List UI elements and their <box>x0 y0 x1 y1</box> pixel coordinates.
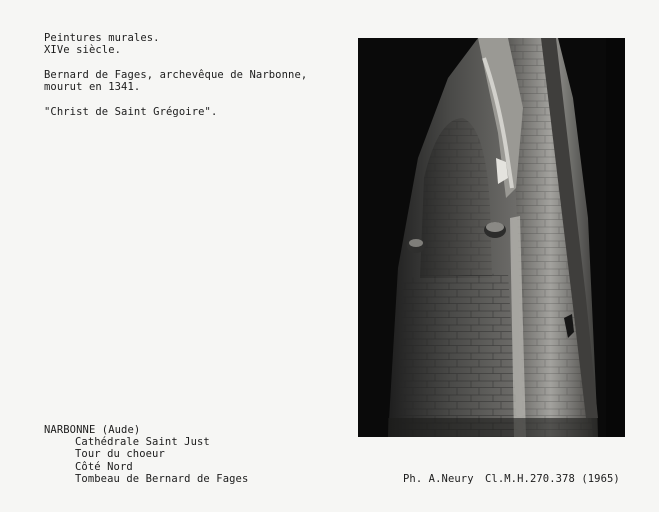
photograph <box>358 38 625 437</box>
caption-line-work: "Christ de Saint Grégoire". <box>44 106 218 118</box>
location-side: Côté Nord <box>75 461 133 473</box>
caption-line-person: Bernard de Fages, archevêque de Narbonne, <box>44 69 308 81</box>
tomb-pier-photo-image <box>358 38 625 437</box>
caption-line-death: mourut en 1341. <box>44 81 141 93</box>
photo-reference: Cl.M.H.270.378 (1965) <box>485 473 620 485</box>
location-building: Cathédrale Saint Just <box>75 436 210 448</box>
caption-line-century: XIVe siècle. <box>44 44 122 56</box>
location-city: NARBONNE (Aude) <box>44 424 141 436</box>
caption-line-title: Peintures murales. <box>44 32 160 44</box>
location-part: Tour du choeur <box>75 448 165 460</box>
photo-credit: Ph. A.Neury <box>403 473 474 485</box>
location-object: Tombeau de Bernard de Fages <box>75 473 249 485</box>
